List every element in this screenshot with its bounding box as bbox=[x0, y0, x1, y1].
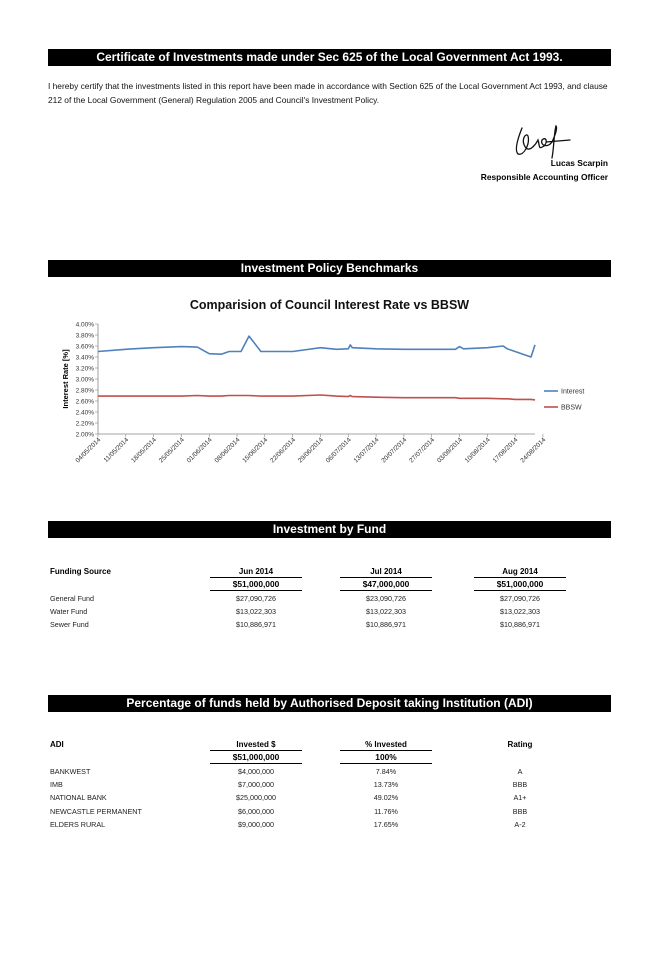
adi-header-name: ADI bbox=[50, 740, 64, 749]
adi-row-pct: 11.76% bbox=[374, 806, 398, 816]
chart-series bbox=[98, 336, 535, 400]
adi-row-rating: BBB bbox=[512, 806, 528, 816]
chart-axes bbox=[98, 324, 535, 434]
signatory-name: Lucas Scarpin bbox=[550, 158, 608, 168]
chart-x-tick-label: 06/07/2014 bbox=[324, 436, 353, 465]
chart-series-interest-line bbox=[98, 336, 535, 357]
adi-header-pct: % Invested bbox=[365, 740, 407, 749]
chart-y-tick-label: 2.20% bbox=[75, 420, 94, 428]
adi-header-rating: Rating bbox=[507, 740, 533, 749]
chart-x-tick-label: 20/07/2014 bbox=[380, 436, 409, 465]
chart-y-label: Interest Rate [%] bbox=[61, 349, 70, 409]
adi-row-pct: 13.73% bbox=[373, 780, 399, 790]
chart-legend bbox=[544, 388, 584, 411]
adi-header-invested: Invested $ bbox=[236, 740, 276, 749]
chart-series-bbsw-line bbox=[98, 395, 535, 400]
fund-title: Investment by Fund bbox=[48, 521, 611, 538]
chart-x-tick-label: 15/06/2014 bbox=[241, 436, 270, 465]
chart-y-tick-label: 2.60% bbox=[75, 398, 94, 406]
fund-row-value: $10,886,971 bbox=[236, 620, 276, 629]
adi-total-invested: $51,000,000 bbox=[210, 750, 302, 764]
chart-x-ticks bbox=[74, 434, 547, 464]
fund-row-value: $10,886,971 bbox=[366, 620, 406, 629]
fund-row-value: $13,022,303 bbox=[500, 607, 540, 616]
adi-row-invested: $6,000,000 bbox=[238, 806, 274, 816]
chart-y-tick-label: 3.00% bbox=[75, 376, 94, 384]
adi-row-rating: A1+ bbox=[513, 793, 527, 803]
chart-x-tick-label: 04/05/2014 bbox=[74, 436, 103, 465]
fund-row-value: $27,090,726 bbox=[500, 594, 540, 603]
fund-month-jul: Jul 2014 bbox=[370, 567, 402, 576]
chart-y-tick-label: 4.00% bbox=[75, 321, 94, 329]
fund-month-jun: Jun 2014 bbox=[238, 567, 274, 576]
chart-x-tick-label: 18/05/2014 bbox=[130, 436, 159, 465]
adi-total-pct: 100% bbox=[340, 750, 432, 764]
chart-x-tick-label: 03/08/2014 bbox=[435, 436, 464, 465]
chart-legend-label: Interest bbox=[561, 388, 585, 396]
chart-x-tick-label: 17/08/2014 bbox=[491, 436, 520, 465]
fund-label-header: Funding Source bbox=[50, 567, 111, 576]
signatory-role: Responsible Accounting Officer bbox=[480, 172, 608, 182]
adi-row-pct: 49.02% bbox=[373, 793, 399, 803]
fund-row-value: $27,090,726 bbox=[236, 594, 276, 603]
certificate-title: Certificate of Investments made under Sec 625 of the Local Government Act 1993. bbox=[48, 49, 611, 66]
chart-x-tick-label: 24/08/2014 bbox=[519, 436, 548, 465]
chart-x-tick-label: 13/07/2014 bbox=[352, 436, 381, 465]
fund-row-name: General Fund bbox=[50, 594, 94, 603]
chart-x-tick-label: 25/05/2014 bbox=[157, 436, 186, 465]
adi-row-pct: 7.84% bbox=[375, 767, 397, 776]
fund-row-name: Sewer Fund bbox=[50, 620, 89, 629]
fund-row-name: Water Fund bbox=[50, 607, 88, 616]
fund-row-value: $13,022,303 bbox=[366, 607, 406, 616]
chart-legend-label: BBSW bbox=[561, 404, 582, 412]
chart-x-tick-label: 29/06/2014 bbox=[296, 436, 325, 465]
chart-y-tick-label: 2.00% bbox=[75, 431, 94, 439]
certificate-body: I hereby certify that the investments listed in this report have been made in accordance with Section 625 of the Local Government Act 1993, and clause 212 of the Local Government (General) Regulation 2005 and Council's Investment Policy. bbox=[48, 81, 608, 105]
chart-y-tick-label: 2.40% bbox=[75, 409, 94, 417]
chart-x-tick-label: 27/07/2014 bbox=[408, 436, 437, 465]
chart-y-tick-label: 3.60% bbox=[75, 343, 94, 351]
adi-title: Percentage of funds held by Authorised Deposit taking Institution (ADI) bbox=[48, 695, 611, 712]
fund-row-value: $13,022,303 bbox=[236, 607, 276, 616]
adi-row-name: ELDERS RURAL bbox=[50, 819, 106, 829]
chart-x-tick-label: 01/06/2014 bbox=[185, 436, 214, 465]
fund-row-value: $23,090,726 bbox=[366, 594, 406, 603]
chart-x-tick-label: 22/06/2014 bbox=[269, 436, 298, 465]
adi-row-name: NEWCASTLE PERMANENT bbox=[50, 806, 142, 816]
adi-row-rating: BBB bbox=[512, 780, 528, 790]
fund-total-jul: $47,000,000 bbox=[340, 577, 432, 591]
adi-row-rating: A-2 bbox=[514, 819, 526, 829]
chart-y-tick-label: 3.80% bbox=[75, 332, 94, 340]
chart-y-tick-label: 2.80% bbox=[75, 387, 94, 395]
adi-row-name: IMB bbox=[50, 780, 63, 790]
adi-row-invested: $4,000,000 bbox=[238, 767, 274, 776]
adi-row-name: BANKWEST bbox=[50, 767, 91, 776]
chart-x-tick-label: 11/05/2014 bbox=[102, 436, 131, 465]
chart-y-tick-label: 3.20% bbox=[75, 365, 94, 373]
chart-y-ticks bbox=[76, 321, 98, 438]
chart-x-tick-label: 08/06/2014 bbox=[213, 436, 242, 465]
fund-row-value: $10,886,971 bbox=[500, 620, 540, 629]
adi-row-name: NATIONAL BANK bbox=[50, 793, 107, 803]
adi-row-invested: $25,000,000 bbox=[236, 793, 276, 803]
fund-total-aug: $51,000,000 bbox=[474, 577, 566, 591]
adi-row-pct: 17.65% bbox=[373, 819, 399, 829]
fund-total-jun: $51,000,000 bbox=[210, 577, 302, 591]
adi-row-invested: $7,000,000 bbox=[238, 780, 274, 790]
adi-row-invested: $9,000,000 bbox=[238, 819, 274, 829]
adi-row-rating: A bbox=[517, 767, 523, 776]
benchmarks-title: Investment Policy Benchmarks bbox=[48, 260, 611, 277]
chart-x-tick-label: 10/08/2014 bbox=[463, 436, 492, 465]
fund-month-aug: Aug 2014 bbox=[502, 567, 538, 576]
interest-rate-chart bbox=[48, 315, 611, 505]
chart-y-tick-label: 3.40% bbox=[75, 354, 94, 362]
chart-title: Comparision of Council Interest Rate vs BBSW bbox=[189, 298, 470, 312]
